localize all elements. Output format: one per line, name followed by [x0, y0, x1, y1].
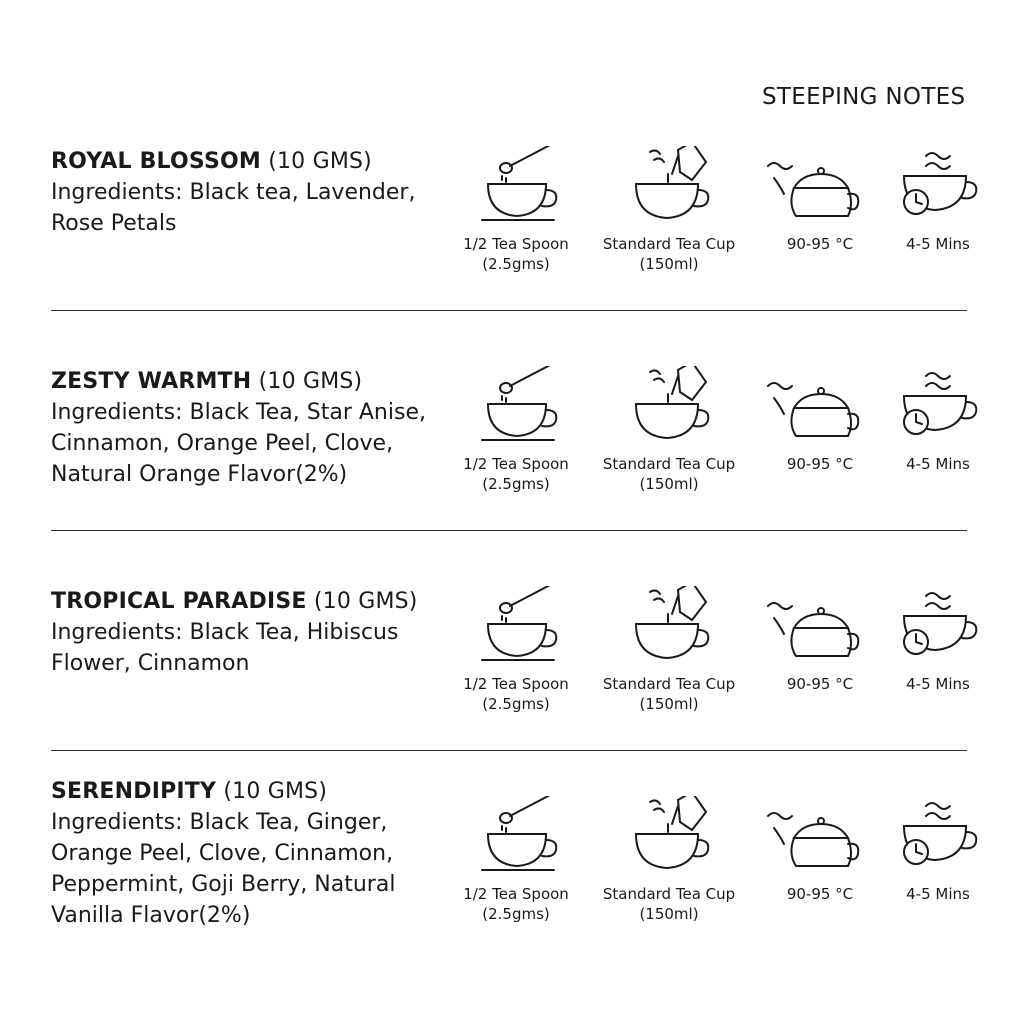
row-divider — [51, 530, 967, 531]
step-spoon — [450, 366, 582, 494]
time-label: 4-5 Mins — [906, 235, 970, 253]
spoon-label: 1/2 Tea Spoon (2.5gms) — [463, 455, 569, 493]
blend-name: SERENDIPITY — [51, 779, 217, 804]
step-time — [890, 796, 986, 904]
page-title: STEEPING NOTES — [762, 84, 966, 110]
cup-label: Standard Tea Cup (150ml) — [602, 455, 736, 493]
teapot-icon — [760, 146, 880, 226]
pour-cup-icon — [596, 586, 742, 666]
time-label: 4-5 Mins — [906, 885, 970, 903]
blend-row-tropical-paradise — [0, 586, 1024, 806]
blend-info — [51, 146, 451, 239]
blend-info — [51, 776, 451, 931]
blend-info — [51, 586, 451, 679]
pour-cup-icon — [596, 366, 742, 446]
blend-weight: (10 GMS) — [258, 369, 363, 394]
teapot-icon — [760, 796, 880, 876]
step-temperature — [760, 586, 880, 694]
teapot-icon — [760, 586, 880, 666]
cup-clock-icon — [890, 366, 986, 446]
temperature-label: 90-95 °C — [786, 455, 854, 473]
blend-row-serendipity — [0, 776, 1024, 996]
temperature-label: 90-95 °C — [786, 885, 854, 903]
step-time — [890, 366, 986, 474]
cup-label: Standard Tea Cup (150ml) — [602, 675, 736, 713]
time-label: 4-5 Mins — [906, 455, 970, 473]
step-temperature — [760, 796, 880, 904]
spoon-cup-icon — [450, 366, 582, 446]
blend-title — [51, 366, 451, 397]
blend-ingredients: Ingredients: Black Tea, Star Anise, Cinnamon, Orange Peel, Clove, Natural Orange Flavor(2%) — [51, 400, 426, 487]
step-temperature — [760, 366, 880, 474]
pour-cup-icon — [596, 146, 742, 226]
cup-clock-icon — [890, 146, 986, 226]
step-time — [890, 586, 986, 694]
blend-weight: (10 GMS) — [313, 589, 418, 614]
cup-label: Standard Tea Cup (150ml) — [602, 885, 736, 923]
temperature-label: 90-95 °C — [786, 675, 854, 693]
step-spoon — [450, 146, 582, 274]
blend-name: ROYAL BLOSSOM — [51, 149, 261, 174]
spoon-label: 1/2 Tea Spoon (2.5gms) — [463, 675, 569, 713]
blend-row-zesty-warmth — [0, 366, 1024, 586]
blend-info — [51, 366, 451, 490]
temperature-label: 90-95 °C — [786, 235, 854, 253]
teapot-icon — [760, 366, 880, 446]
blend-ingredients: Ingredients: Black Tea, Ginger, Orange Peel, Clove, Cinnamon, Peppermint, Goji Berry, Natural Vanilla Flavor(2%) — [51, 810, 396, 928]
blend-title — [51, 586, 451, 617]
spoon-cup-icon — [450, 796, 582, 876]
time-label: 4-5 Mins — [906, 675, 970, 693]
spoon-cup-icon — [450, 586, 582, 666]
cup-label: Standard Tea Cup (150ml) — [602, 235, 736, 273]
spoon-label: 1/2 Tea Spoon (2.5gms) — [463, 885, 569, 923]
spoon-label: 1/2 Tea Spoon (2.5gms) — [463, 235, 569, 273]
step-temperature — [760, 146, 880, 254]
cup-clock-icon — [890, 796, 986, 876]
row-divider — [51, 310, 967, 311]
blend-weight: (10 GMS) — [223, 779, 328, 804]
step-spoon — [450, 586, 582, 714]
blend-row-royal-blossom — [0, 146, 1024, 366]
step-time — [890, 146, 986, 254]
step-cup — [596, 366, 742, 494]
blend-ingredients: Ingredients: Black tea, Lavender, Rose Petals — [51, 180, 416, 236]
step-spoon — [450, 796, 582, 924]
blend-name: TROPICAL PARADISE — [51, 589, 307, 614]
blend-title — [51, 776, 451, 807]
blend-name: ZESTY WARMTH — [51, 369, 252, 394]
blend-title — [51, 146, 451, 177]
spoon-cup-icon — [450, 146, 582, 226]
pour-cup-icon — [596, 796, 742, 876]
cup-clock-icon — [890, 586, 986, 666]
blend-weight: (10 GMS) — [268, 149, 372, 174]
step-cup — [596, 146, 742, 274]
step-cup — [596, 586, 742, 714]
row-divider — [51, 750, 967, 751]
blend-ingredients: Ingredients: Black Tea, Hibiscus Flower, Cinnamon — [51, 620, 399, 676]
step-cup — [596, 796, 742, 924]
